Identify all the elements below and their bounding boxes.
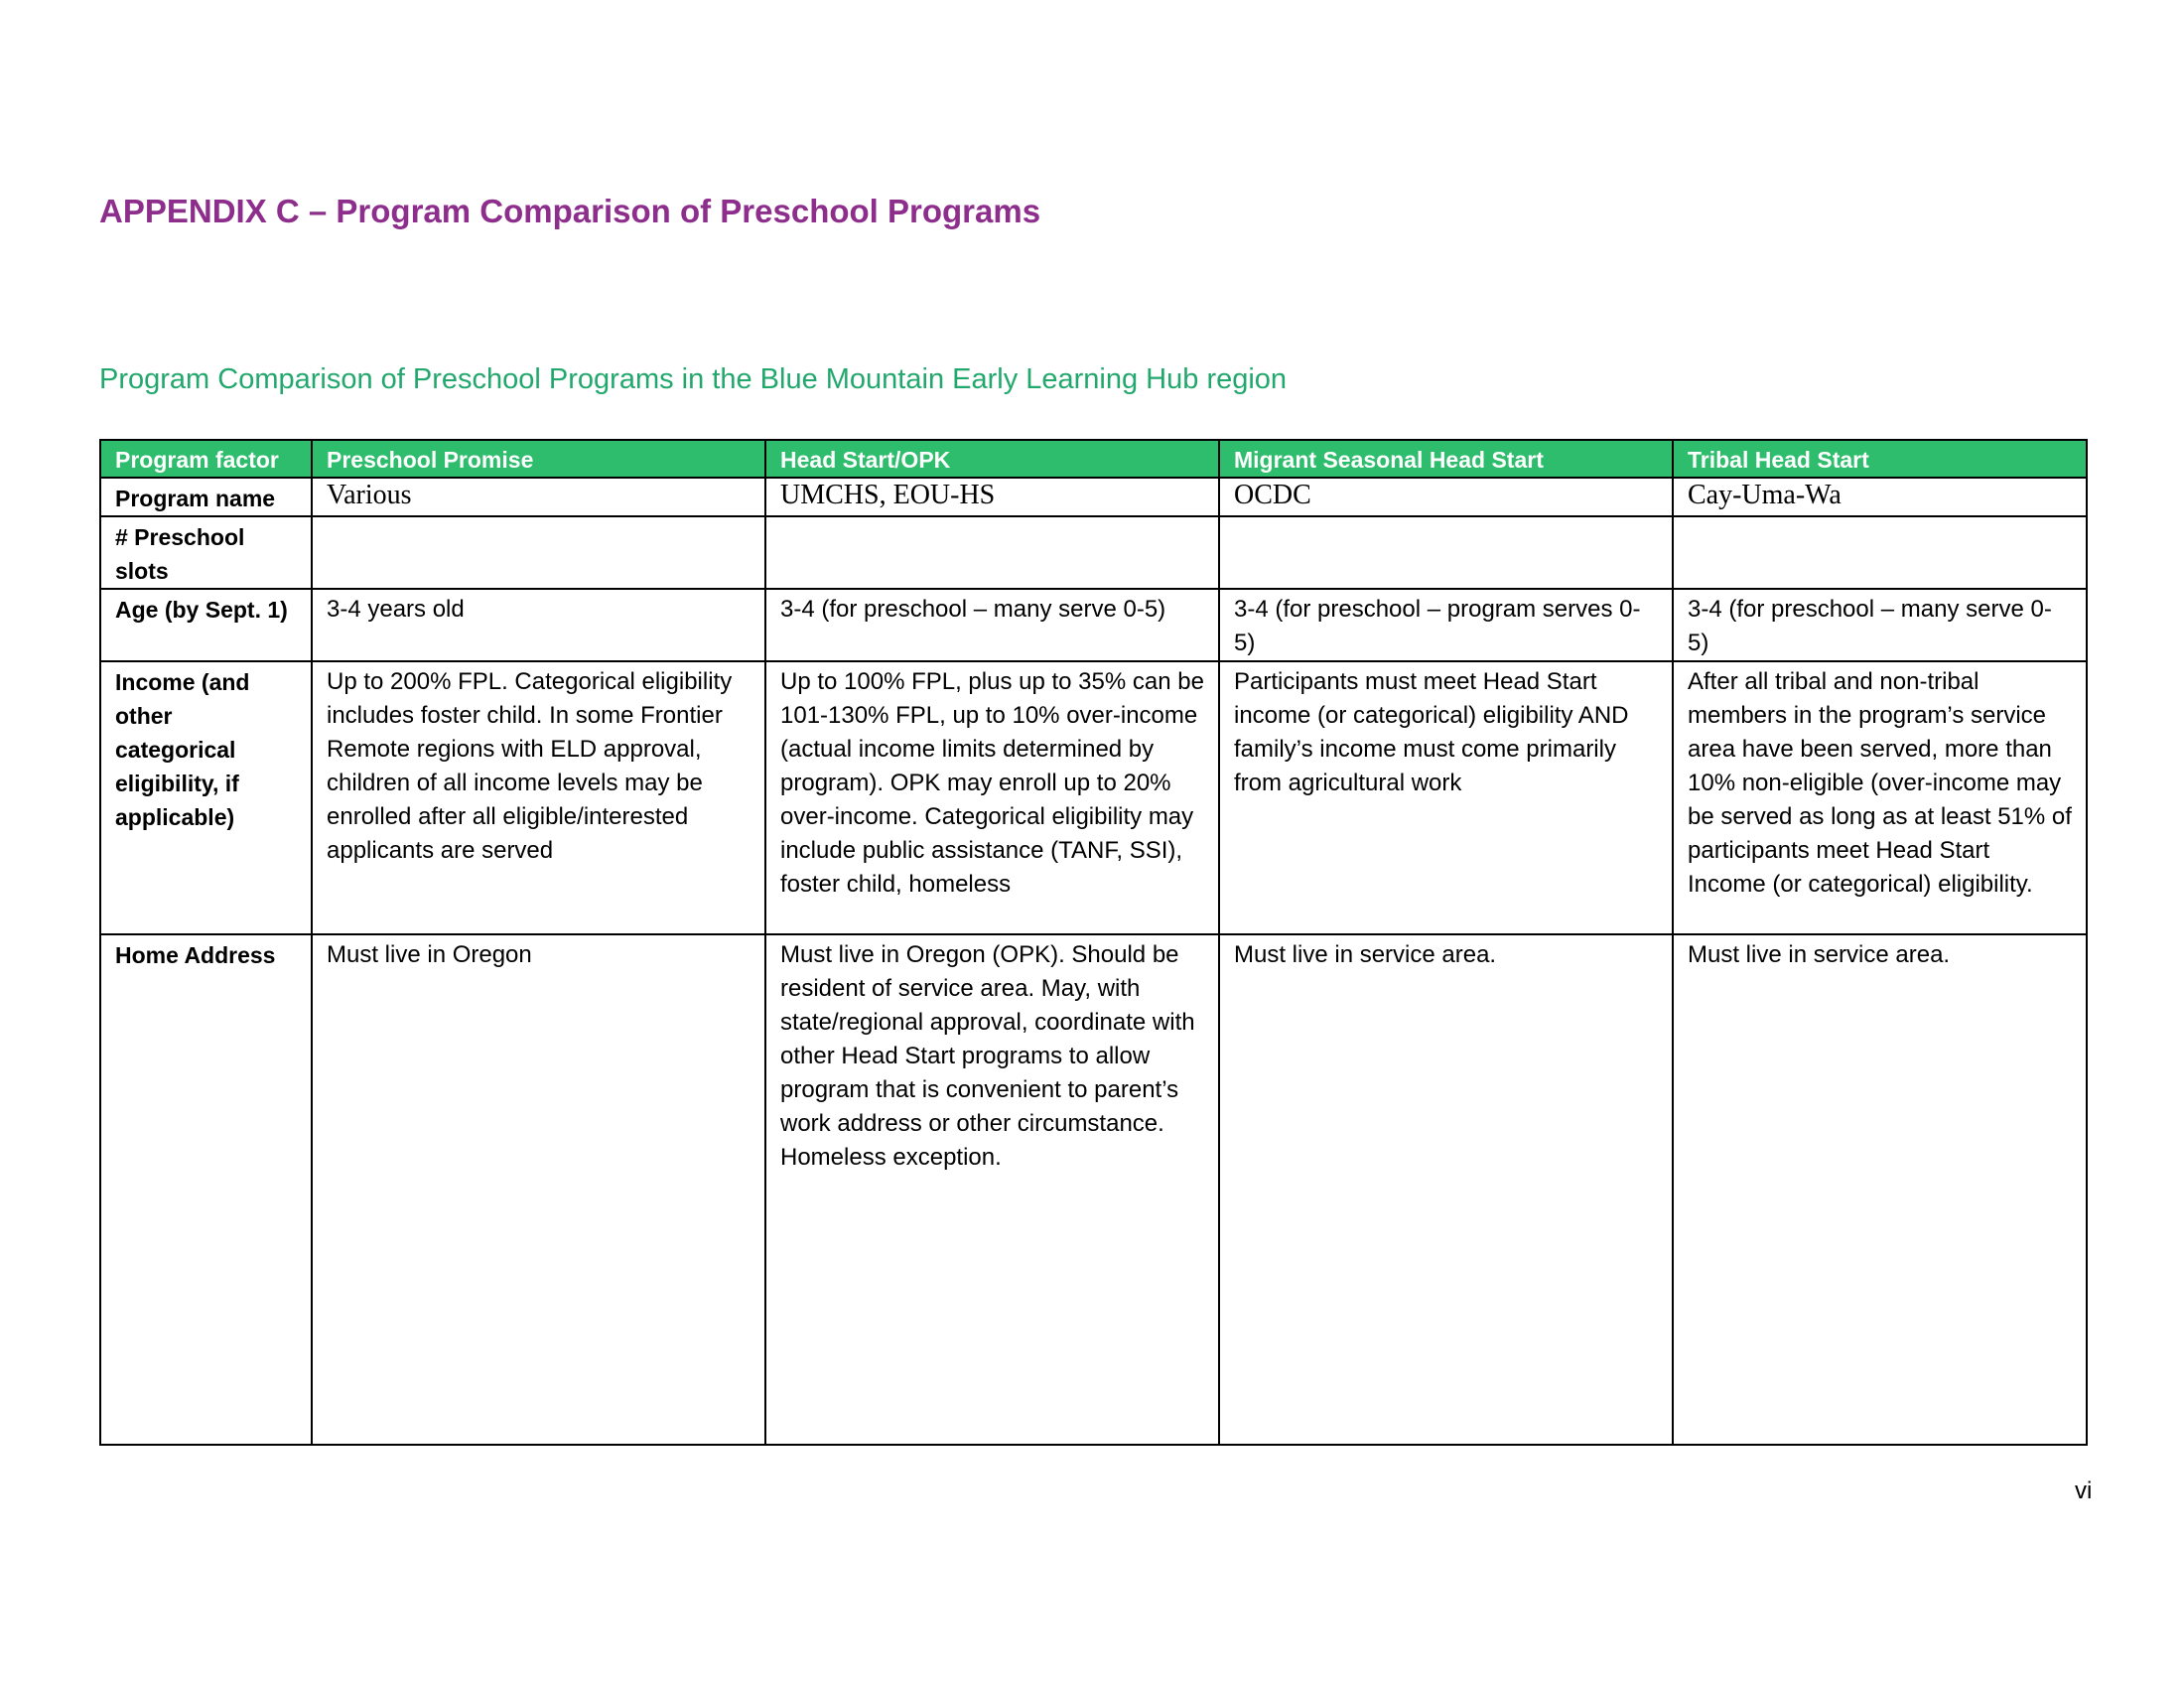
- table-cell: [312, 516, 765, 589]
- table-cell: Various: [312, 478, 765, 516]
- table-cell: [1219, 516, 1673, 589]
- table-row: [100, 478, 2087, 516]
- column-header: Tribal Head Start: [1673, 440, 2087, 478]
- table-cell: Must live in Oregon: [312, 934, 765, 1445]
- row-header: # Preschool slots: [100, 516, 312, 589]
- table-row: [100, 934, 2087, 1445]
- page-number: vi: [2075, 1477, 2093, 1504]
- row-header: Age (by Sept. 1): [100, 589, 312, 661]
- table-cell: 3-4 (for preschool – many serve 0-5): [765, 589, 1219, 661]
- table-row: [100, 516, 2087, 589]
- column-header: Migrant Seasonal Head Start: [1219, 440, 1673, 478]
- table-caption: Program Comparison of Preschool Programs in the Blue Mountain Early Learning Hub region: [99, 363, 1288, 395]
- table-cell: [1673, 516, 2087, 589]
- table-cell: 3-4 (for preschool – many serve 0-5): [1673, 589, 2087, 661]
- table-cell: OCDC: [1219, 478, 1673, 516]
- table-cell: UMCHS, EOU-HS: [765, 478, 1219, 516]
- appendix-heading: APPENDIX C – Program Comparison of Preschool Programs: [99, 193, 1041, 229]
- table-cell: Participants must meet Head Start income (or categorical) eligibility AND family’s income must come primarily from agricultural work: [1219, 661, 1673, 934]
- column-header: Program factor: [100, 440, 312, 478]
- row-header: Program name: [100, 478, 312, 516]
- table-cell: [765, 516, 1219, 589]
- row-header: Home Address: [100, 934, 312, 1445]
- table-cell: Cay-Uma-Wa: [1673, 478, 2087, 516]
- table-header-row: [100, 440, 2087, 478]
- table-cell: Up to 200% FPL. Categorical eligibility includes foster child. In some Frontier Remote regions with ELD approval, children of all income levels may be enrolled after all eligible/interested applicants are served: [312, 661, 765, 934]
- table-cell: 3-4 years old: [312, 589, 765, 661]
- table-cell: Must live in service area.: [1219, 934, 1673, 1445]
- row-header: Income (and other categorical eligibility, if applicable): [100, 661, 312, 934]
- table-cell: Must live in service area.: [1673, 934, 2087, 1445]
- table-cell: After all tribal and non-tribal members in the program’s service area have been served, more than 10% non-eligible (over-income may be served as long as at least 51% of participants meet Head Start Income (or categorical) eligibility.: [1673, 661, 2087, 934]
- table-row: [100, 661, 2087, 934]
- table-row: [100, 589, 2087, 661]
- table-cell: Up to 100% FPL, plus up to 35% can be 101-130% FPL, up to 10% over-income (actual income limits determined by program). OPK may enroll up to 20% over-income. Categorical eligibility may include public assistance (TANF, SSI), foster child, homeless: [765, 661, 1219, 934]
- table-cell: 3-4 (for preschool – program serves 0-5): [1219, 589, 1673, 661]
- table-cell: [765, 934, 1219, 1445]
- column-header: Preschool Promise: [312, 440, 765, 478]
- program-comparison-table: [99, 439, 2088, 1446]
- table-cell-text: Must live in Oregon (OPK). Should be resident of service area. May, with state/regional approval, coordinate with other Head Start programs to allow program that is convenient to parent’s work address or other circumstance. Homeless exception.: [780, 941, 1195, 1171]
- column-header: Head Start/OPK: [765, 440, 1219, 478]
